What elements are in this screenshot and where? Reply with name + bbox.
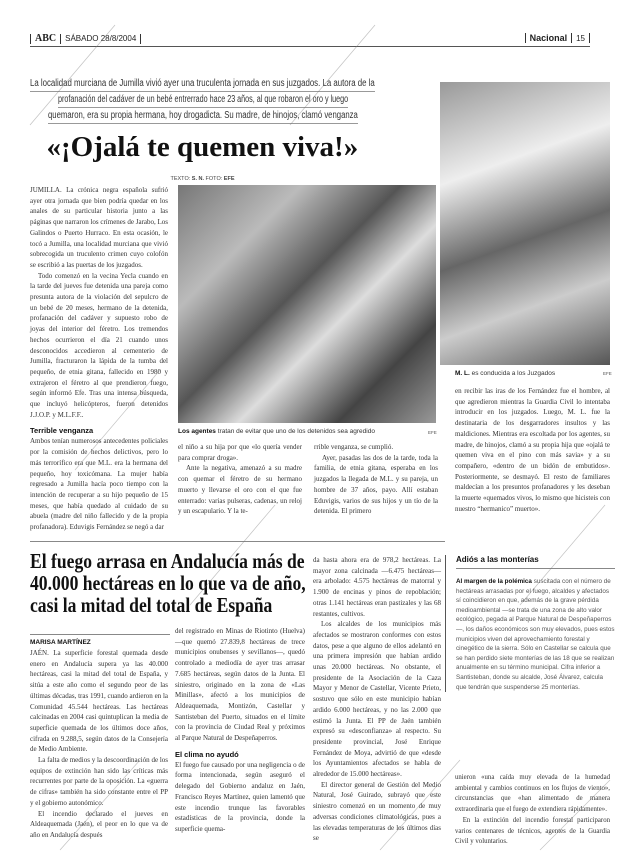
article2-headline: El fuego arrasa en Andalucía más de 40.000 hectáreas en lo que va de año, casi la mitad del total de España [30,549,306,617]
article2-column-1: MARISA MARTÍNEZ JAÉN. La superficie forestal quemada desde enero en Andalucía supera ya las 40.000 hectáreas, casi la mitad del total de España, y sitúa a este año como el segundo peor de las últimas décadas, tras 1991, cuando ardieron en la Comunidad 45.544 hectáreas. Las hectáreas calcinadas en 2004 casi quintuplican la media de superficie quemada de los últimos doce años, cifrada en 9.288,5, según datos de la Consejería de Medio Ambiente. La falta de medios y la descoordinación de los equipos de extinción han sido las críticas más recurrentes por parte de la oposición. La «guerra de cifras» también ha sido constante entre el PP y el gobierno autonómico. El incendio declarado el jueves en Aldeaquemada (Jaén), el peor en lo que va de año en Andalucía después [30,639,168,839]
byline: TEXTO: S. N. FOTO: EFE [170,176,235,182]
article2-column-3: da hasta ahora era de 978,2 hectáreas. La mayor zona calcinada —6.475 hectáreas— era arbolado: 4.575 hectáreas de matorral y 1.900 de encinas y pinos de repoblación; otras 1.141 hectáreas eran pastizales y las 68 restantes, cultivos. Los alcaldes de los municipios más afectados se mostraron conformes con estos datos, pese a que alguno de ellos adelantó en una primera impresión que habían ardido unas 20.000 hectáreas. No obstante, el presidente de la Asociación de la Caza Mayor y Menor de Castellar, Vicente Prieto, sostuvo que sólo en este municipio habían ardido 6.000 hectáreas, y no las 2.000 que estimó la Junta. El PP de Jaén también expresó su «desconfianza» al respecto. Su presidente provincial, José Enrique Fernández de Moya, advirtió de que «desde los Ayuntamientos afectados se habla de alrededor de 15.000 hectáreas». El director general de Gestión del Medio Natural, José Guirado, subrayó que este siniestro comenzó en un momento de muy adversas condiciones climatológicas, pues a las elevadas temperaturas de los últimos días se [313,556,441,843]
dek-line: La localidad murciana de Jumilla vivió ayer una truculenta jornada en sus juzgados. La autora de la [30,78,375,89]
article-column-3: rrible venganza, se cumplió. Ayer, pasadas las dos de la tarde, toda la familia, de etnia gitana, esperaba en los juzgados la llegada de M.L. y su pareja, un hombre de 37 años, payo. Allí estaban Eduvigis, varios de sus hijos y un tío de la detenida. El primero [314,443,438,516]
headline-text: «¡Ojalá te quemen viva!» [46,131,359,163]
subheading: El clima no ayudó [175,749,239,759]
divider [30,634,170,635]
subheading: Terrible venganza [30,426,94,436]
divider [30,541,445,542]
side-photo-caption: M. L. es conducida a los Juzgados [455,370,556,377]
article-column-2: el niño a su hija por que «lo quería vender para comprar droga». Ante la negativa, amenazó a su madre con quemar el féretro de su hermano muerto y llevarse el oro con el que fue enterrado: varias pulseras, cadenas, un reloj y un escapulario. Y la te- [178,443,302,516]
dek-line: profanación del cadáver de un bebé entrerrado hace 23 años, al que robaron el oro y luego [57,94,348,105]
page-header [30,33,590,47]
sidebar-box: Adiós a las monterías Al margen de la polémica suscitada con el número de hectáreas arrasadas por el fuego, alcaldes y afectados sí coincidieron en que, además de la grave pérdida medioambiental —se trata de una zona de alto valor ecológico, pegada al Parque Natural de Despeñaperros—, los daños económicos son muy elevados, pues estos municipios viven del aprovechamiento forestal y cinegético de la sierra. Sólo en Castellar se calcula que se han perdido siete monterías de las 18 que se realizan anualmente en su término municipal. Cifra inferior a Santisteban, donde su alcalde, José Álvarez, calcula que tendrán que suspenderse 25 monterías. [445,555,615,692]
article2-column-2: del registrado en Minas de Riotinto (Huelva) —que quemó 27.839,8 hectáreas de trece municipios onubenses y sevillanos—, quedó controlado a mediodía de ayer tras arrasar 7.685 hectáreas, según datos de la Junta. El siniestro, originado en la zona de «Las Minillas», afectó a los municipios de Aldeaquemada, Montizón, Castellar y Santisteban del Puerto, situados en el límite con la provincia de Ciudad Real y próximos al Parque Natural de Despeñaperros. El clima no ayudó El fuego fue causado por una negligencia o de forma intencionada, según aseguró el delegado del Gobierno andaluz en Jaén, Francisco Reyes Martínez, quien lamentó que este incendio trunque las favorables estadísticas de la provincia, donde la superficie quema- [175,627,305,833]
newspaper-brand: ABC [35,33,57,44]
main-photo-caption: Los agentes tratan de evitar que uno de los detenidos sea agredido [178,428,375,435]
page-number: 15 [576,33,585,43]
issue-date: SÁBADO 28/8/2004 [65,34,137,43]
article-headline [30,130,375,166]
author: MARISA MARTÍNEZ [30,639,91,646]
photo-credit: EFE [603,371,612,376]
article-dek [30,76,375,124]
section-name: Nacional [529,33,568,43]
article2-column-4: unieron «una caída muy elevada de la humedad ambiental y cambios continuos en los flujos de viento», circunstancias que «han alimentado de manera extraordinaria que el fuego de extendiera rápidamente». En la extinción del incendio forestal participaron varios centenares de técnicos, agentes de la Guardia Civil y voluntarios. [455,773,610,846]
photo-credit: EFE [428,430,437,435]
side-photo [440,82,610,365]
sidebar-title: Adiós a las monterías [456,555,615,569]
main-photo [178,185,436,423]
dek-line: quemaron, era su propia hermana, hoy drogadicta. Su madre, de hinojos, clamó venganza [47,110,358,121]
article-column-4: en recibir las iras de los Fernández fue el hombre, al que agredieron mientras la Guardia Civil lo intentaba introducir en los juzgados. Luego, M. L. fue la destinataria de los desgarradores insultos y las maldiciones. Mientras era escoltada por los agentes, su madre, de hinojos, clamó a su propia hija que «ojalá te quemen viva en el pino con más savia» y a su compañero, «dentro de un bidón de embutidos». Posteriormente, se desmayó. El resto de familiares maldecían a los presuntos profanadores y les deseban la muerte «quemados vivos, lo mismo que hicisteis con nuestro “hermanico” muerto». [455,387,610,513]
article-column-1: JUMILLA. La crónica negra española sufrió ayer otra jornada que bien podría quedar en los anales de su particular historia junto a las páginas que narraron los crímenes de Jarabo, Los Galindos o Puerto Hurraco. En esta ocasión, le tocó a Jumilla, una localidad murciana que vivió sobrecogida un truculento crimen cuyo colofón se escribió a las puertas de los juzgados. Todo comenzó en la vecina Yecla cuando en la tarde del jueves fue detenida una pareja como presunta autora de la violación del sepulcro de un bebé de 20 meses, hermano de la detenida, profanación del cadáver y supuesto robo de joyas del interior del féretro. Los tremendos hechos ocurrieron el día 21 cuando unos desconocidos accedieron al cementerio de Jumilla, fracturaron la lápida de la tumba del pequeño, de etnia gitana, fallecido en 1980 y extrajeron el féretro al que prendieron fuego, según informó Efe. Tras una intensa búsqueda, que incluyó helicópteros, fueron detenidos J.J.O.P. y M.L.F.F.. Terrible venganza Ambos tenían numerosos antecedentes policiales por la comisión de hechos delictivos, pero lo más terrorífico era que M.L. era la hermana del pequeño, hoy toxicómana. La mujer había regresado a Jumilla hacía poco tiempo con la intención de recuperar a su hijo pequeño de 15 meses, que había quedado al cuidado de su abuela (madre del niño fallecido y de la propia profanadora). Eduvigis Fernández se negó a dar [30,186,169,532]
